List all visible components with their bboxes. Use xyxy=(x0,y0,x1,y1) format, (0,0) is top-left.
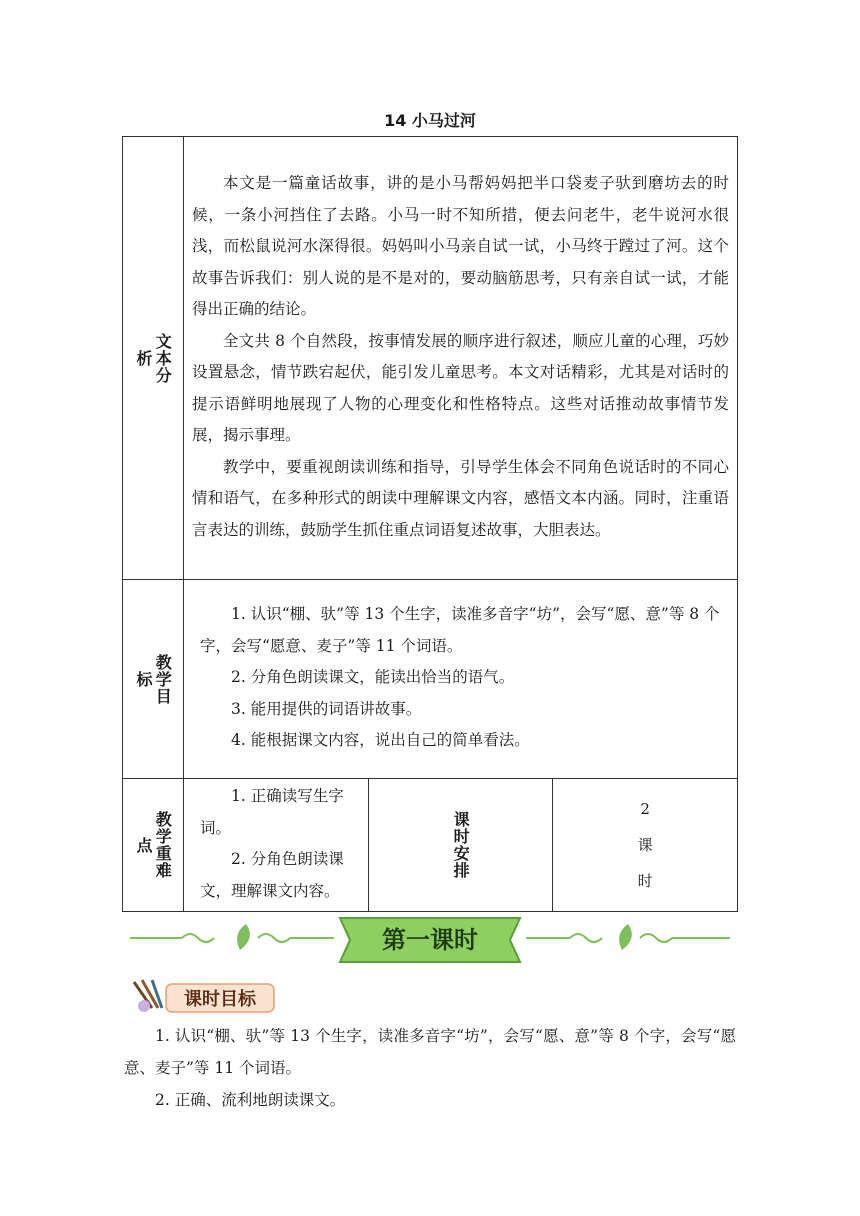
banner-right-ornament xyxy=(526,924,730,950)
key-points-row xyxy=(123,779,738,912)
lesson-goals-text xyxy=(124,1020,736,1116)
banner-label: 第一课时 xyxy=(382,926,478,954)
key-point-item: 1. 正确读写生字词。 xyxy=(200,787,344,837)
teaching-goals-heading-cell xyxy=(123,580,184,779)
goal-item: 2. 分角色朗读课文，能读出恰当的语气。 xyxy=(231,668,515,687)
schedule-unit: 时 xyxy=(637,872,653,890)
schedule-value-cell xyxy=(553,779,738,912)
lesson-plan-table xyxy=(122,136,738,912)
section-tag-label: 课时目标 xyxy=(184,989,256,1010)
schedule-unit: 课 xyxy=(637,836,653,854)
goal-item: 3. 能用提供的词语讲故事。 xyxy=(231,699,422,718)
lesson-title: 14 小马过河 xyxy=(384,111,476,130)
analysis-paragraph: 本文是一篇童话故事，讲的是小马帮妈妈把半口袋麦子驮到磨坊去的时候，一条小河挡住了去路。小马一时不知所措，便去问老牛，老牛说河水很浅，而松鼠说河水深得很。妈妈叫小马亲自试一试，小马终于蹚过了河。这个故事告诉我们：别人说的是不是对的，要动脑筋思考，只有亲自试一试，才能得出正确的结论。 xyxy=(192,174,729,318)
teaching-goals-row xyxy=(123,580,738,779)
goal-item: 1. 认识“棚、驮”等 13 个生字，读准多音字“坊”，会写“愿、意”等 8 个字，会写“愿意、麦子”等 11 个词语。 xyxy=(200,605,720,655)
lesson-banner xyxy=(122,910,738,970)
leaf-icon xyxy=(619,924,632,950)
teaching-goals-content xyxy=(184,580,738,779)
key-points-content xyxy=(184,779,369,912)
banner-left-ornament xyxy=(130,924,334,950)
analysis-paragraph: 全文共 8 个自然段，按事情发展的顺序进行叙述，顺应儿童的心理，巧妙设置悬念，情节跌宕起伏，能引发儿童思考。本文对话精彩，尤其是对话时的提示语鲜明地展现了人物的心理变化和性格特点。这些对话推动故事情节发展，揭示事理。 xyxy=(192,331,729,444)
schedule-heading-cell xyxy=(368,779,553,912)
section-tag xyxy=(128,976,278,1016)
key-points-heading-cell xyxy=(123,779,184,912)
goal-item: 4. 能根据课文内容，说出自己的简单看法。 xyxy=(231,731,530,750)
text-analysis-content xyxy=(184,137,738,580)
key-points-heading: 教学重难点 xyxy=(134,811,173,879)
text-analysis-row xyxy=(123,137,738,580)
text-analysis-heading-cell xyxy=(123,137,184,580)
key-point-item: 2. 分角色朗读课文，理解课文内容。 xyxy=(200,850,344,900)
brush-icon xyxy=(134,980,162,1012)
schedule-value: 2 xyxy=(640,800,650,818)
lesson-goal-item: 2. 正确、流利地朗读课文。 xyxy=(155,1091,346,1109)
teaching-goals-heading: 教学目标 xyxy=(134,653,173,705)
lesson-goal-item: 1. 认识“棚、驮”等 13 个生字，读准多音字“坊”，会写“愿、意”等 8 个字，会写“愿意、麦子”等 11 个词语。 xyxy=(124,1027,736,1077)
text-analysis-heading: 文本分析 xyxy=(134,332,173,384)
leaf-icon xyxy=(237,924,250,950)
analysis-paragraph: 教学中，要重视朗读训练和指导，引导学生体会不同角色说话时的不同心情和语气，在多种形式的朗读中理解课文内容，感悟文本内涵。同时，注重语言表达的训练，鼓励学生抓住重点词语复述故事，大胆表达。 xyxy=(192,457,729,539)
schedule-heading: 课时安排 xyxy=(451,811,471,879)
